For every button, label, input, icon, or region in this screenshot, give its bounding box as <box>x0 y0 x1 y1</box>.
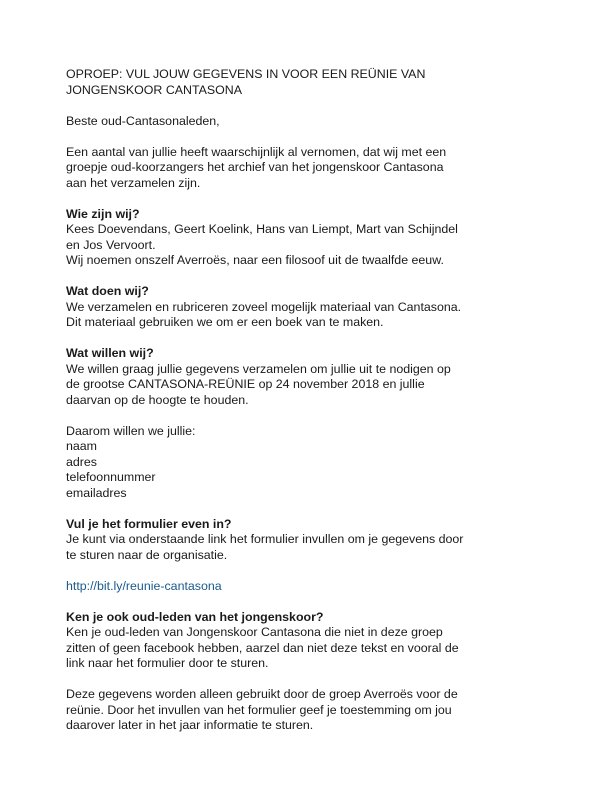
footer-line: Deze gegevens worden alleen gebruikt door de groep Averroës voor de <box>66 687 458 701</box>
list-item: emailadres <box>66 485 127 500</box>
section-line: Wij noemen onszelf Averroës, naar een filosoof uit de twaalfde eeuw. <box>66 253 444 267</box>
footer-line: daarover later in het jaar informatie te sturen. <box>66 718 314 732</box>
section-heading: Wat willen wij? <box>66 346 154 360</box>
section-line: link naar het formulier door te sturen. <box>66 656 269 670</box>
intro-line: Een aantal van jullie heeft waarschijnlijk al vernomen, dat wij met een <box>66 144 447 159</box>
request-list <box>66 424 546 502</box>
section-who <box>66 207 546 269</box>
section-line: Je kunt via onderstaande link het formulier invullen om je gegevens door <box>66 532 464 546</box>
intro-line: aan het verzamelen zijn. <box>66 175 201 190</box>
section-what-do <box>66 284 546 331</box>
section-line: daarvan op de hoogte te houden. <box>66 392 249 407</box>
footer-line: reünie. Door het invullen van het formulier geef je toestemming om jou <box>66 702 452 717</box>
section-heading: Vul je het formulier even in? <box>66 516 232 531</box>
section-form <box>66 517 546 564</box>
list-item: adres <box>66 454 97 469</box>
intro-paragraph <box>66 145 546 192</box>
section-line: Dit materiaal gebruiken we om er een boek van te maken. <box>66 315 384 329</box>
section-what-want <box>66 346 546 408</box>
section-line: te sturen naar de organisatie. <box>66 547 228 562</box>
section-heading: Wie zijn wij? <box>66 206 140 221</box>
section-line: en Jos Vervoort. <box>66 237 156 252</box>
section-line: de grootse CANTASONA-REÜNIE op 24 november 2018 en jullie <box>66 377 425 391</box>
section-old-members <box>66 610 546 672</box>
document-page <box>66 67 546 749</box>
list-item: naam <box>66 439 97 453</box>
section-line: We verzamelen en rubriceren zoveel mogelijk materiaal van Cantasona. <box>66 299 462 314</box>
section-line: We willen graag jullie gegevens verzamelen om jullie uit te nodigen op <box>66 361 451 376</box>
title-line: OPROEP: VUL JOUW GEGEVENS IN VOOR EEN REÜNIE VAN <box>66 67 426 81</box>
section-heading: Wat doen wij? <box>66 284 149 298</box>
request-intro: Daarom willen we jullie: <box>66 423 196 438</box>
section-line: Kees Doevendans, Geert Koelink, Hans van Liempt, Mart van Schijndel <box>66 222 458 236</box>
greeting <box>66 114 546 130</box>
section-line: Ken je oud-leden van Jongenskoor Cantasona die niet in deze groep <box>66 625 443 639</box>
section-heading: Ken je ook oud-leden van het jongenskoor? <box>66 609 324 624</box>
link-paragraph <box>66 579 546 595</box>
list-item: telefoonnummer <box>66 470 156 484</box>
section-line: zitten of geen facebook hebben, aarzel dan niet deze tekst en vooral de <box>66 640 459 655</box>
greeting-line: Beste oud-Cantasonaleden, <box>66 113 220 128</box>
title-line: JONGENSKOOR CANTASONA <box>66 82 243 97</box>
intro-line: groepje oud-koorzangers het archief van het jongenskoor Cantasona <box>66 160 444 174</box>
document-title <box>66 67 546 98</box>
form-link[interactable]: http://bit.ly/reunie-cantasona <box>66 578 222 593</box>
footer-paragraph <box>66 687 546 734</box>
